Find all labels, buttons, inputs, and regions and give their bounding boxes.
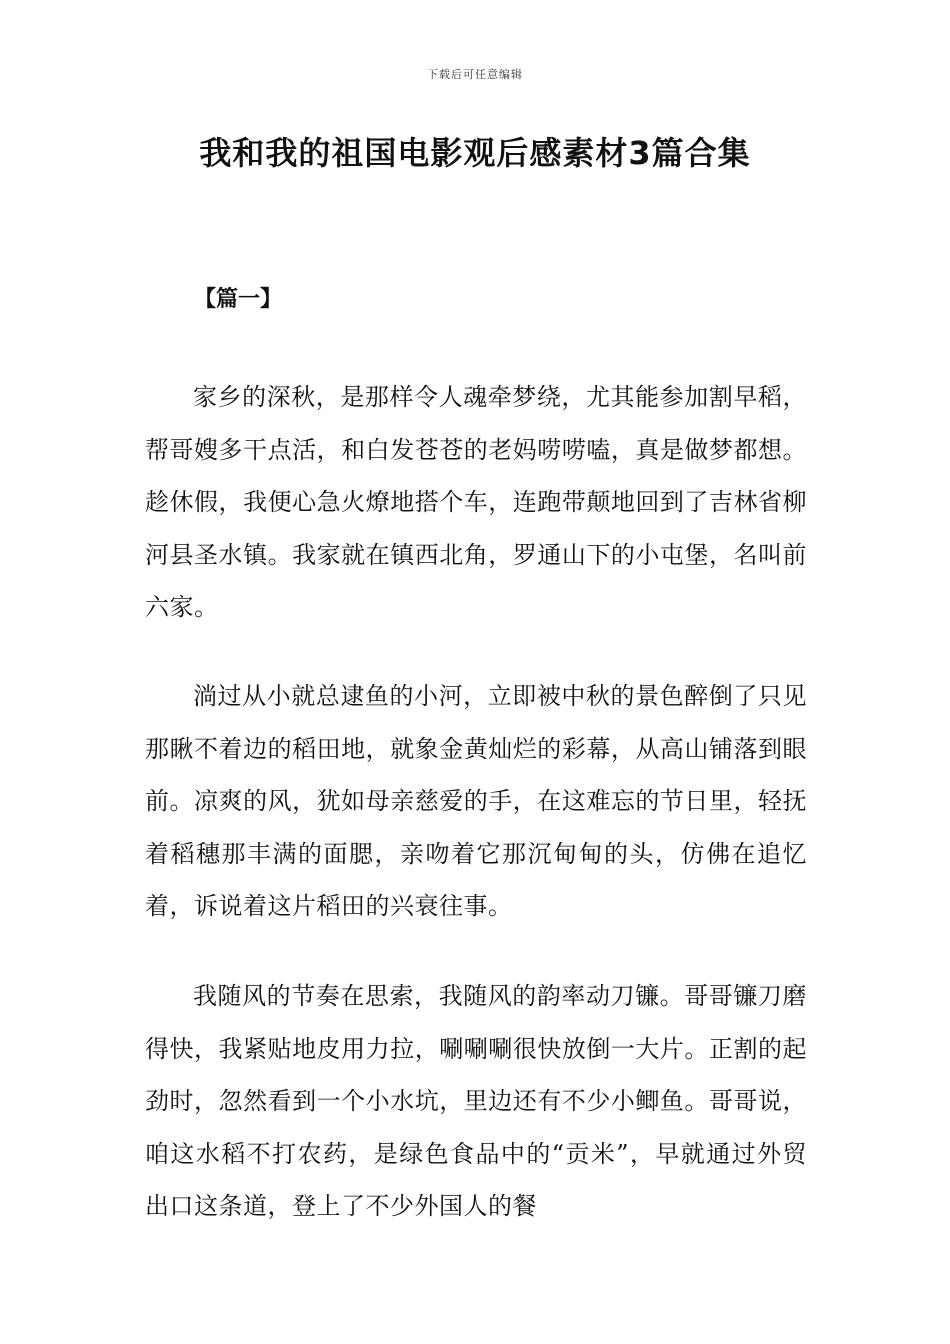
document-title: 我和我的祖国电影观后感素材3篇合集 xyxy=(199,134,751,172)
paragraph-2: 淌过从小就总逮鱼的小河，立即被中秋的景色醉倒了只见那瞅不着边的稻田地，就象金黄灿烂的彩幕，从高山铺落到眼前。凉爽的风，犹如母亲慈爱的手，在这难忘的节日里，轻抚着稻穗那丰满的面腮，亲吻着它那沉甸甸的头，仿佛在追忆着，诉说着这片稻田的兴衰往事。 xyxy=(145,682,807,920)
section-label: 【篇一】 xyxy=(194,286,283,312)
header-note: 下载后可任意编辑 xyxy=(427,68,523,81)
paragraph-1: 家乡的深秋，是那样令人魂牵梦绕，尤其能参加割早稻，帮哥嫂多干点活，和白发苍苍的老妈唠唠嗑，真是做梦都想。趁休假，我便心急火燎地搭个车，连跑带颠地回到了吉林省柳河县圣水镇。我家就在镇西北角，罗通山下的小屯堡，名叫前六家。 xyxy=(145,383,807,621)
paragraph-3: 我随风的节奏在思索，我随风的韵率动刀镰。哥哥镰刀磨得快，我紧贴地皮用力拉，唰唰唰很快放倒一大片。正割的起劲时，忽然看到一个小水坑，里边还有不少小鲫鱼。哥哥说，咱这水稻不打农药，是绿色食品中的“贡米”，早就通过外贸出口这条道，登上了不少外国人的餐 xyxy=(145,982,807,1220)
